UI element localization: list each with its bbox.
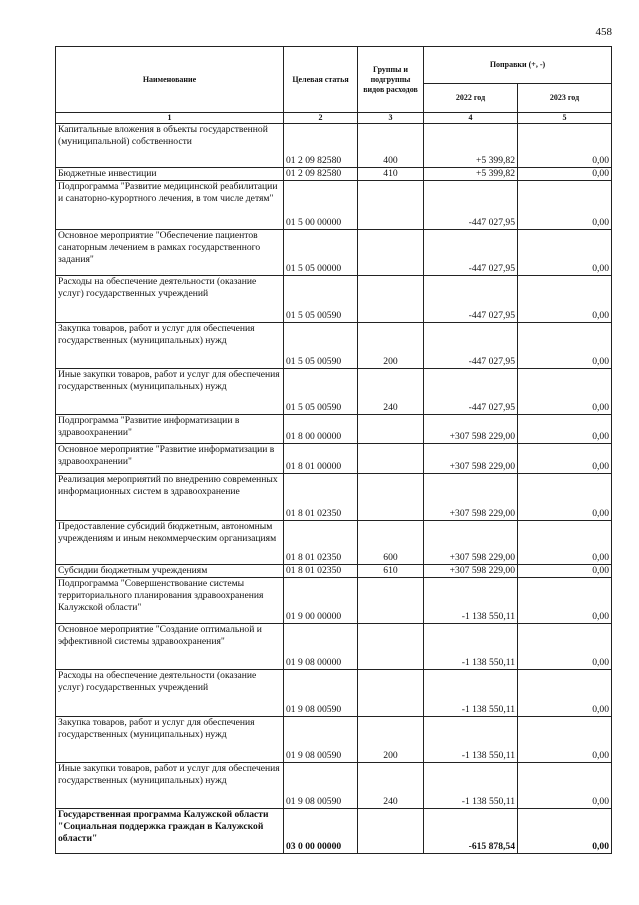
row-name-cell: Подпрограмма "Совершенствование системы территориального планирования здравоохранения Калужской области" (56, 578, 284, 624)
row-target-code-cell: 01 2 09 82580 (284, 124, 358, 168)
table-row (56, 474, 612, 521)
row-name-cell: Субсидии бюджетным учреждениям (56, 565, 284, 578)
row-target-code-cell: 01 5 05 00590 (284, 276, 358, 323)
header-amendments: Поправки (+, -) (424, 47, 612, 84)
row-amount-2023-cell: 0,00 (518, 717, 612, 763)
row-name-cell: Бюджетные инвестиции (56, 168, 284, 181)
table-row (56, 444, 612, 474)
row-expense-group-cell: 610 (358, 565, 424, 578)
row-name-cell: Иные закупки товаров, работ и услуг для обеспечения государственных (муниципальных) нужд (56, 763, 284, 809)
row-target-code-cell: 01 9 08 00590 (284, 670, 358, 717)
row-target-code-cell: 01 8 01 02350 (284, 565, 358, 578)
row-amount-2023-cell: 0,00 (518, 670, 612, 717)
row-name-cell: Расходы на обеспечение деятельности (оказание услуг) государственных учреждений (56, 276, 284, 323)
table-row (56, 521, 612, 565)
row-expense-group-cell: 200 (358, 717, 424, 763)
row-amount-2023-cell: 0,00 (518, 124, 612, 168)
row-amount-2022-cell: +307 598 229,00 (424, 565, 518, 578)
column-number: 3 (358, 113, 424, 124)
row-amount-2023-cell: 0,00 (518, 230, 612, 276)
column-numbers-row (56, 113, 612, 124)
row-amount-2022-cell: +307 598 229,00 (424, 521, 518, 565)
row-amount-2022-cell: +5 399,82 (424, 124, 518, 168)
row-name-cell: Иные закупки товаров, работ и услуг для обеспечения государственных (муниципальных) нужд (56, 369, 284, 415)
table-header-row (56, 47, 612, 84)
table-row (56, 624, 612, 670)
row-amount-2023-cell: 0,00 (518, 168, 612, 181)
row-target-code-cell: 01 5 05 00590 (284, 369, 358, 415)
page-number: 458 (595, 26, 612, 38)
column-number: 5 (518, 113, 612, 124)
row-amount-2022-cell: +5 399,82 (424, 168, 518, 181)
row-amount-2023-cell: 0,00 (518, 521, 612, 565)
row-name-cell: Реализация мероприятий по внедрению современных информационных систем в здравоохранение (56, 474, 284, 521)
table-row (56, 809, 612, 854)
row-amount-2023-cell: 0,00 (518, 415, 612, 444)
row-amount-2023-cell: 0,00 (518, 444, 612, 474)
table-row (56, 276, 612, 323)
table-row (56, 369, 612, 415)
table-row (56, 565, 612, 578)
table-body (56, 124, 612, 854)
row-amount-2022-cell: -447 027,95 (424, 230, 518, 276)
row-target-code-cell: 01 8 01 02350 (284, 521, 358, 565)
row-expense-group-cell (358, 578, 424, 624)
row-amount-2023-cell: 0,00 (518, 276, 612, 323)
row-target-code-cell: 01 8 01 00000 (284, 444, 358, 474)
row-name-cell: Закупка товаров, работ и услуг для обеспечения государственных (муниципальных) нужд (56, 323, 284, 369)
row-expense-group-cell (358, 415, 424, 444)
column-number: 2 (284, 113, 358, 124)
row-name-cell: Основное мероприятие "Развитие информатизации в здравоохранении" (56, 444, 284, 474)
row-name-cell: Подпрограмма "Развитие медицинской реабилитации и санаторно-курортного лечения, в том числе детям" (56, 181, 284, 230)
row-name-cell: Расходы на обеспечение деятельности (оказание услуг) государственных учреждений (56, 670, 284, 717)
row-expense-group-cell (358, 474, 424, 521)
row-target-code-cell: 01 8 01 02350 (284, 474, 358, 521)
table-row (56, 181, 612, 230)
row-amount-2022-cell: -1 138 550,11 (424, 624, 518, 670)
header-year-2022: 2022 год (424, 84, 518, 113)
row-target-code-cell: 01 2 09 82580 (284, 168, 358, 181)
row-expense-group-cell: 600 (358, 521, 424, 565)
table-row (56, 578, 612, 624)
row-expense-group-cell (358, 670, 424, 717)
row-target-code-cell: 01 5 05 00000 (284, 230, 358, 276)
header-expense-groups: Группы и подгруппы видов расходов (358, 47, 424, 113)
table-row (56, 763, 612, 809)
header-year-2023: 2023 год (518, 84, 612, 113)
row-expense-group-cell: 240 (358, 763, 424, 809)
row-target-code-cell: 01 9 00 00000 (284, 578, 358, 624)
row-amount-2022-cell: -615 878,54 (424, 809, 518, 854)
header-target-article: Целевая статья (284, 47, 358, 113)
row-amount-2022-cell: +307 598 229,00 (424, 415, 518, 444)
row-name-cell: Основное мероприятие "Обеспечение пациентов санаторным лечением в рамках государственного задания" (56, 230, 284, 276)
table-row (56, 168, 612, 181)
row-amount-2022-cell: -1 138 550,11 (424, 763, 518, 809)
row-amount-2023-cell: 0,00 (518, 181, 612, 230)
table-row (56, 124, 612, 168)
row-amount-2023-cell: 0,00 (518, 578, 612, 624)
budget-amendments-table (55, 46, 612, 854)
table-row (56, 323, 612, 369)
row-name-cell: Подпрограмма "Развитие информатизации в здравоохранении" (56, 415, 284, 444)
row-amount-2022-cell: +307 598 229,00 (424, 444, 518, 474)
header-name: Наименование (56, 47, 284, 113)
row-target-code-cell: 01 8 00 00000 (284, 415, 358, 444)
row-amount-2023-cell: 0,00 (518, 624, 612, 670)
row-name-cell: Предоставление субсидий бюджетным, автономным учреждениям и иным некоммерческим организациям (56, 521, 284, 565)
row-amount-2023-cell: 0,00 (518, 809, 612, 854)
row-expense-group-cell (358, 444, 424, 474)
row-expense-group-cell (358, 624, 424, 670)
table-row (56, 670, 612, 717)
row-expense-group-cell: 400 (358, 124, 424, 168)
row-amount-2023-cell: 0,00 (518, 763, 612, 809)
column-number: 4 (424, 113, 518, 124)
row-amount-2022-cell: -447 027,95 (424, 276, 518, 323)
row-target-code-cell: 01 9 08 00000 (284, 624, 358, 670)
column-number: 1 (56, 113, 284, 124)
row-target-code-cell: 01 5 05 00590 (284, 323, 358, 369)
row-amount-2022-cell: -447 027,95 (424, 181, 518, 230)
row-expense-group-cell (358, 181, 424, 230)
row-amount-2022-cell: +307 598 229,00 (424, 474, 518, 521)
table-row (56, 230, 612, 276)
row-expense-group-cell (358, 809, 424, 854)
row-name-cell: Основное мероприятие "Создание оптимальной и эффективной системы здравоохранения" (56, 624, 284, 670)
row-name-cell: Государственная программа Калужской области "Социальная поддержка граждан в Калужской области" (56, 809, 284, 854)
row-amount-2022-cell: -1 138 550,11 (424, 578, 518, 624)
row-amount-2022-cell: -447 027,95 (424, 323, 518, 369)
row-target-code-cell: 01 9 08 00590 (284, 717, 358, 763)
row-expense-group-cell: 410 (358, 168, 424, 181)
row-amount-2023-cell: 0,00 (518, 323, 612, 369)
row-target-code-cell: 01 5 00 00000 (284, 181, 358, 230)
table-row (56, 717, 612, 763)
row-amount-2023-cell: 0,00 (518, 369, 612, 415)
row-amount-2023-cell: 0,00 (518, 565, 612, 578)
row-expense-group-cell: 240 (358, 369, 424, 415)
row-amount-2023-cell: 0,00 (518, 474, 612, 521)
row-amount-2022-cell: -1 138 550,11 (424, 670, 518, 717)
row-amount-2022-cell: -1 138 550,11 (424, 717, 518, 763)
row-target-code-cell: 03 0 00 00000 (284, 809, 358, 854)
row-name-cell: Закупка товаров, работ и услуг для обеспечения государственных (муниципальных) нужд (56, 717, 284, 763)
row-name-cell: Капитальные вложения в объекты государственной (муниципальной) собственности (56, 124, 284, 168)
row-target-code-cell: 01 9 08 00590 (284, 763, 358, 809)
row-expense-group-cell (358, 230, 424, 276)
row-expense-group-cell (358, 276, 424, 323)
table-row (56, 415, 612, 444)
row-amount-2022-cell: -447 027,95 (424, 369, 518, 415)
row-expense-group-cell: 200 (358, 323, 424, 369)
